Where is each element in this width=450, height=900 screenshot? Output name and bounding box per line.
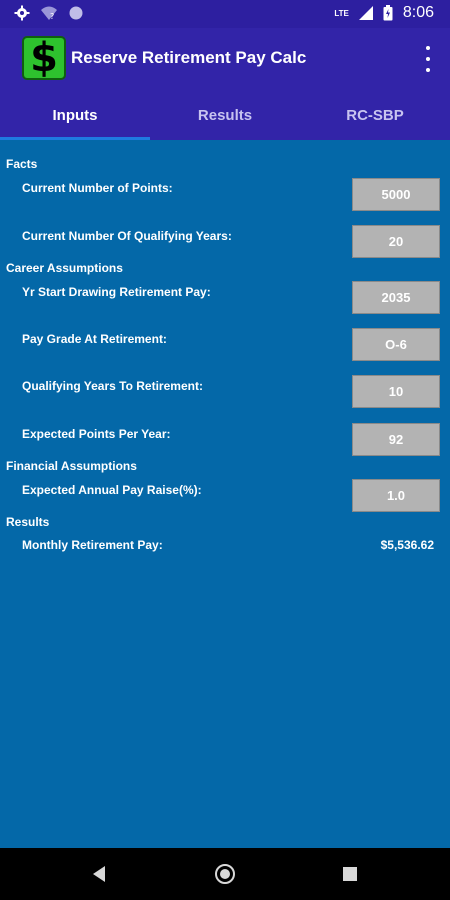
gear-icon (14, 5, 30, 21)
pay-raise-label: Expected Annual Pay Raise(%): (22, 483, 202, 497)
recents-icon[interactable] (343, 867, 357, 881)
monthly-pay-label: Monthly Retirement Pay: (22, 538, 163, 552)
inputs-form (0, 140, 450, 848)
app-logo (22, 36, 66, 80)
status-bar (0, 0, 450, 28)
network-type: LTE (334, 8, 349, 18)
current-points-label: Current Number of Points: (22, 181, 173, 195)
section-title-career: Career Assumptions (6, 261, 123, 275)
years-to-retirement-field[interactable]: 10 (352, 375, 440, 408)
tab-rc-sbp[interactable]: RC-SBP (346, 106, 404, 124)
points-per-year-field[interactable]: 92 (352, 423, 440, 456)
dollar-icon: $ (30, 35, 58, 81)
points-per-year-label: Expected Points Per Year: (22, 427, 171, 441)
back-icon[interactable] (93, 866, 105, 882)
qualifying-years-field[interactable]: 20 (352, 225, 440, 258)
start-year-field[interactable]: 2035 (352, 281, 440, 314)
wifi-question-icon (40, 5, 58, 21)
home-icon[interactable] (215, 864, 235, 884)
app-bar (0, 28, 450, 90)
pay-grade-label: Pay Grade At Retirement: (22, 332, 167, 346)
monthly-pay-value: $5,536.62 (380, 538, 434, 552)
current-points-field[interactable]: 5000 (352, 178, 440, 211)
section-title-facts: Facts (6, 157, 38, 171)
tab-results[interactable]: Results (197, 106, 253, 124)
status-time: 8:06 (402, 4, 434, 21)
section-title-financial: Financial Assumptions (6, 459, 137, 473)
system-nav-bar (0, 848, 450, 900)
start-year-label: Yr Start Drawing Retirement Pay: (22, 285, 211, 299)
tab-bar (0, 90, 450, 140)
more-vert-icon[interactable] (422, 46, 434, 72)
pay-raise-field[interactable]: 1.0 (352, 479, 440, 512)
pay-grade-field[interactable]: O-6 (352, 328, 440, 361)
battery-icon (383, 5, 393, 21)
signal-icon (359, 6, 373, 20)
qualifying-years-label: Current Number Of Qualifying Years: (22, 229, 232, 243)
section-title-results: Results (6, 515, 50, 529)
app-title: Reserve Retirement Pay Calc (71, 48, 307, 67)
circle-icon (68, 5, 84, 21)
tab-inputs[interactable]: Inputs (0, 90, 150, 140)
years-to-retirement-label: Qualifying Years To Retirement: (22, 379, 203, 393)
svg-text:?: ? (50, 12, 55, 21)
